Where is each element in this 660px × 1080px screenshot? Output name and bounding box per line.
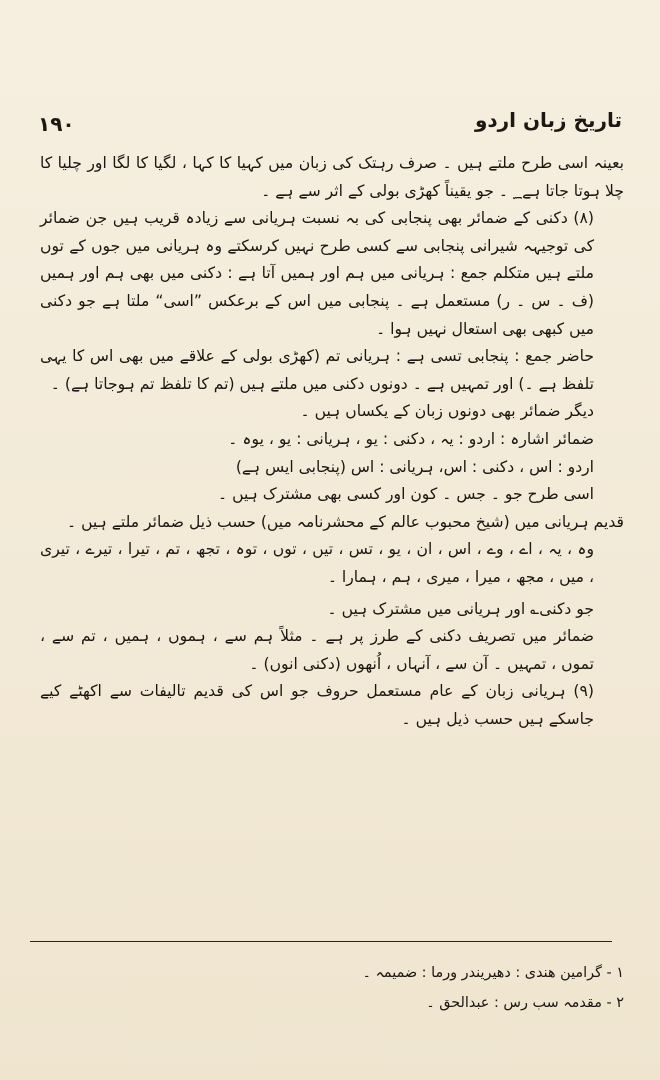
page-body: [40, 150, 624, 733]
footnote-divider: [30, 941, 612, 942]
paragraph-point-9: (۹) ہریانی زبان کے عام مستعمل حروف جو اس کی قدیم تالیفات سے اکھٹے کیے جاسکے ہیں حسب ذیل ہیں ۔: [40, 682, 594, 728]
paragraph-old-haryani: قدیم ہریانی میں (شیخ محبوب عالم کے محشرنامہ میں) حسب ذیل ضمائر ملتے ہیں ۔: [66, 512, 624, 531]
paragraph-second-person: حاضر جمع : پنجابی تسی ہے : ہریانی تم (کھڑی بولی کے علاقے میں بھی اس کا یہی تلفظ ہے ۔) اور تمہیں ہے ۔ دونوں دکنی میں ملتے ہیں (تم کا تلفظ تم ہوجاتا ہے) ۔: [40, 347, 594, 393]
paragraph-inflection: ضمائر میں تصریف دکنی کے طرز پر ہے ۔ مثلاً ہم سے ، ہموں ، ہمیں ، تم سے ، تموں ، تمہیں ۔ آن سے ، آنہاں ، اُنھوں (دکنی انوں) ۔: [40, 627, 594, 673]
paragraph-continuation: بعینہ اسی طرح ملتے ہیں ۔ صرف رہتک کی زبان میں کہیا کا کہا ، لگیا کا لگا اور چلیا کا چلا ہوتا جاتا ہے؁ ۔ جو یقیناً کھڑی بولی کے اثر سے ہے ۔: [40, 154, 624, 200]
footnote-2: ۲ - مقدمہ سب رس : عبدالحق ۔: [426, 995, 624, 1011]
line-shared-pronouns: اسی طرح جو ۔ جس ۔ کون اور کسی بھی مشترک ہیں ۔: [217, 485, 594, 504]
line-common-with-dakani: جو دکنی؎ اور ہریانی میں مشترک ہیں ۔: [327, 599, 594, 618]
footnote-1: ۱ - گرامین ھندی : دھیریندر ورما : ضمیمہ ۔: [362, 965, 624, 981]
page-header: [38, 108, 622, 142]
running-title: تاریخ زبان اردو: [474, 108, 622, 132]
page-number: ۱۹۰: [38, 112, 75, 136]
line-demonstrative-2: اردو : اس ، دکنی : اس، ہریانی : اس (پنجابی ایس ہے): [235, 457, 594, 476]
paragraph-pronoun-list: وہ ، یہ ، اے ، وے ، اس ، ان ، یو ، تس ، تیں ، توں ، توہ ، تجھ ، تم ، تیرا ، تیرے ، تیری ، میں ، مجھ ، میرا ، میری ، ہم ، ہمارا ۔: [40, 540, 594, 586]
paragraph-other-pronouns: دیگر ضمائر بھی دونوں زبان کے یکساں ہیں ۔: [300, 402, 594, 421]
footnotes: [40, 958, 624, 1018]
line-demonstrative-1: ضمائر اشارہ : اردو : یہ ، دکنی : یو ، ہریانی : یو ، یوہ ۔: [228, 429, 594, 448]
paragraph-point-8: (۸) دکنی کے ضمائر بھی پنجابی کی بہ نسبت ہریانی سے زیادہ قریب ہیں جن ضمائر کی توجیہہ شیرانی پنجابی سے کسی طرح نہیں کرسکتے وہ ہریانی میں جوں کے توں ملتے ہیں متکلم جمع : ہریانی میں ہم اور ہمیں آتا ہے : دکنی میں بھی ہم اور ہمیں (ف ۔ س ۔ ر) مستعمل ہے ۔ پنجابی میں اس کے برعکس ”اسی“ ملتا ہے جو دکنی میں کبھی بھی استعال نہیں ہوا ۔: [40, 209, 594, 338]
